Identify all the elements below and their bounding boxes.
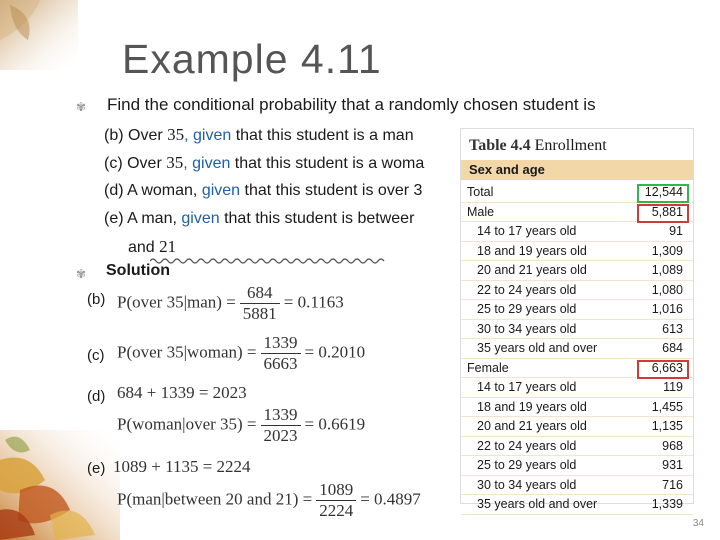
- intro-text: Find the conditional probability that a randomly chosen student is: [107, 95, 596, 114]
- table-row-value: 91: [669, 224, 683, 238]
- table-row: [461, 476, 693, 496]
- solution-c-label: (c): [87, 347, 105, 364]
- solution-d-sum: 684 + 1339 = 2023: [117, 383, 247, 402]
- highlight-box: [637, 204, 689, 223]
- solution-b-equation: P(over 35|man) = $\frac{684}{5881}$ = 0.1163: [117, 283, 344, 323]
- table-row-label: 30 to 34 years old: [477, 477, 577, 492]
- table-row-label: 14 to 17 years old: [477, 224, 577, 238]
- solution-b-label: (b): [87, 291, 106, 308]
- table-row-label: 14 to 17 years old: [477, 380, 577, 394]
- solution-e-label: (e): [87, 460, 106, 477]
- page-number: 34: [692, 518, 704, 529]
- decorative-leaves-bottom: [0, 430, 120, 540]
- table-row-value: 1,080: [651, 282, 683, 297]
- table-row-label: 22 to 24 years old: [477, 282, 577, 297]
- table-row-value: 968: [662, 438, 683, 453]
- table-row: [461, 456, 693, 476]
- table-row-label: 18 and 19 years old: [477, 399, 587, 414]
- solution-heading: Solution: [106, 262, 170, 279]
- table-row-value: 1,089: [651, 263, 683, 277]
- table-row: [461, 398, 693, 418]
- table-row-label: 30 to 34 years old: [477, 321, 577, 336]
- table-caption: Table 4.4 Enrollment: [469, 137, 607, 154]
- table-row: [461, 281, 693, 301]
- table-row-label: 35 years old and over: [477, 497, 598, 511]
- table-row-value: 931: [662, 458, 683, 472]
- table-row: [461, 378, 693, 398]
- table-row-value: 6,663: [651, 360, 683, 375]
- question-e-continued: and 21: [128, 237, 177, 256]
- table-row-label: 22 to 24 years old: [477, 438, 577, 453]
- question-b: (b) Over 35, given that this student is a man: [104, 125, 414, 144]
- wavy-underline: [150, 257, 386, 265]
- table-row: [461, 417, 693, 437]
- solution-e-equation: P(man|between 20 and 21) = $\frac{1089}{2224}$ = 0.4897: [117, 480, 421, 520]
- table-row-label: Male: [467, 204, 495, 219]
- question-c: (c) Over 35, given that this student is a woma: [104, 153, 425, 172]
- decorative-leaves-top: [0, 0, 78, 70]
- table-row-value: 12,544: [644, 185, 683, 199]
- table-row: [461, 242, 693, 262]
- table-row-label: 25 to 29 years old: [477, 302, 577, 316]
- table-row: [461, 203, 693, 223]
- solution-d-equation: P(woman|over 35) = $\frac{1339}{2023}$ = 0.6619: [117, 405, 366, 445]
- table-row-value: 1,455: [651, 399, 683, 414]
- table-row-label: 20 and 21 years old: [477, 263, 587, 277]
- highlight-box: [637, 360, 689, 379]
- table-row: [461, 339, 693, 359]
- enrollment-table: [460, 128, 694, 511]
- table-row-label: 35 years old and over: [477, 341, 598, 355]
- table-row: [461, 300, 693, 320]
- table-row-label: Total: [467, 185, 494, 199]
- table-row-value: 1,339: [651, 497, 683, 511]
- table-row-value: 1,309: [651, 243, 683, 258]
- table-row-value: 613: [662, 321, 683, 336]
- table-row: [461, 495, 693, 515]
- slide-title: Example 4.11: [122, 36, 382, 82]
- table-row-value: 716: [662, 477, 683, 492]
- table-row-value: 1,135: [651, 419, 683, 433]
- table-row-label: Female: [467, 360, 509, 375]
- table-row-value: 119: [663, 380, 683, 394]
- table-row: [461, 359, 693, 379]
- table-row: [461, 261, 693, 281]
- table-header: Sex and age: [461, 160, 693, 180]
- table-row: [461, 320, 693, 340]
- table-row-value: 684: [662, 341, 683, 355]
- table-row-label: 18 and 19 years old: [477, 243, 587, 258]
- table-row-value: 5,881: [651, 204, 683, 219]
- table-row: [461, 222, 693, 242]
- question-d: (d) A woman, given that this student is over 3: [104, 182, 423, 199]
- question-e: (e) A man, given that this student is betweer: [104, 210, 415, 227]
- bullet-icon: ✾: [76, 100, 87, 114]
- table-rows: [461, 183, 693, 515]
- table-row-label: 20 and 21 years old: [477, 419, 587, 433]
- table-row: [461, 183, 693, 203]
- table-row: [461, 437, 693, 457]
- table-row-value: 1,016: [651, 302, 683, 316]
- table-row-label: 25 to 29 years old: [477, 458, 577, 472]
- bullet-icon: ✾: [76, 267, 87, 281]
- solution-c-equation: P(over 35|woman) = $\frac{1339}{6663}$ = 0.2010: [117, 333, 366, 373]
- solution-d-label: (d): [87, 388, 106, 405]
- solution-e-sum: 1089 + 1135 = 2224: [113, 457, 251, 476]
- highlight-box: [637, 184, 689, 203]
